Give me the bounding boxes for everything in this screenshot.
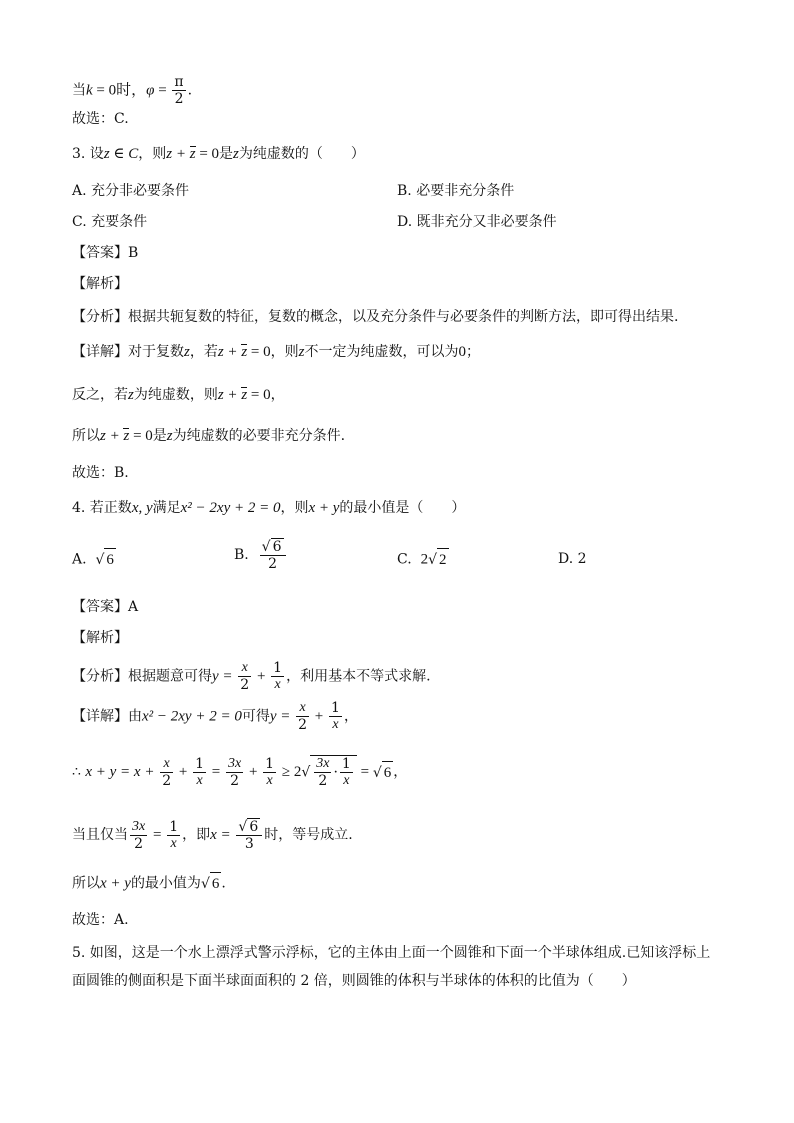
answer-label: 【答案】B [72,245,139,261]
sqrt-6: √ 6 [95,548,115,571]
question-5-line-1: 5. 如图，这是一个水上漂浮式警示浮标，它的主体由上面一个圆锥和下面一个半球体组成.已知该浮标上 [72,945,711,961]
answer-choice-line: 故选：C. [72,111,129,127]
math-text: = [154,82,171,99]
detail-line-1: 【详解】由x² − 2xy + 2 = 0可得y = $\frac{x}{2}$ + $\frac{1}{x}$ ， [72,700,358,733]
conjugate-z: z [241,344,248,360]
analysis-text: 【分析】根据共轭复数的特征，复数的概念，以及充分条件与必要条件的判断方法，即可得出结果. [72,309,679,325]
detail-line-1: 【详解】对于复数z，若z + z = 0，则z不一定为纯虚数，可以为0； [72,344,480,360]
conjugate-z: z [189,146,196,162]
answer-label: 【答案】A [72,599,139,615]
option-c: C. 2√ 2 [397,548,449,571]
conjugate-z: z [123,428,130,444]
math-var: k [86,82,93,99]
detail-line-2: ∴ x + y = x + $\frac{x}{2}$ + $\frac{1}{x}$ = $\frac{3x}{2}$ + $\frac{1}{x}$ ≥ 2√ $\frac{3x}{2}$ · $\frac{1}{x}$ = √ 6 ， [72,755,408,789]
option-b: B. $\frac{√ 6}{2}$ [234,538,288,572]
question-3: 3. 设z ∈ C，则z + z = 0是z为纯虚数的（ ） [72,146,365,162]
fraction-sqrt6-over-2: $\frac{√ 6}{2}$ [260,538,286,572]
analysis-label: 【解析】 [72,276,128,292]
math-expr: z ∈ C [103,146,139,162]
detail-line-3: 当且仅当 $\frac{3x}{2}$ = $\frac{1}{x}$ ，即x = $\frac{√ 6}{3}$ 时，等号成立. [72,818,353,852]
option-d: D. 2 [558,551,587,567]
detail-line-2: 反之，若z为纯虚数，则z + z = 0， [72,387,285,403]
option-b: B. 必要非充分条件 [397,183,515,199]
math-var: φ [146,82,155,99]
fraction-pi-over-2: $\frac{\pi}{2}$ [174,74,184,107]
text: 当 [72,82,86,99]
option-a: A. 充分非必要条件 [72,183,190,199]
sqrt-product: √ $\frac{3x}{2}$ · $\frac{1}{x}$ [301,755,357,789]
detail-line-3: 所以z + z = 0是z为纯虚数的必要非充分条件. [72,428,346,444]
answer-choice-line: 故选：A. [72,912,129,928]
text: . [187,82,193,99]
question-5-line-2: 面圆锥的侧面积是下面半球面面积的 2 倍，则圆锥的体积与半球体的体积的比值为（ ） [72,973,636,989]
conjugate-z: z [241,387,248,403]
analysis-label: 【解析】 [72,630,128,646]
math-text: = 0时， [92,82,147,99]
answer-choice-line: 故选：B. [72,465,129,481]
option-a: A. √ 6 [72,548,116,571]
option-d: D. 既非充分又非必要条件 [397,214,557,230]
solution-line-k0 [72,74,192,107]
sqrt-2: √ 2 [428,548,448,571]
detail-line-4: 所以x + y的最小值为√ 6 . [72,872,226,895]
question-4: 4. 若正数x, y满足x² − 2xy + 2 = 0，则x + y的最小值是（ ） [72,500,466,516]
option-c: C. 充要条件 [72,214,148,230]
analysis-text: 【分析】根据题意可得y = $\frac{x}{2}$ + $\frac{1}{x}$ ，利用基本不等式求解. [72,660,431,693]
